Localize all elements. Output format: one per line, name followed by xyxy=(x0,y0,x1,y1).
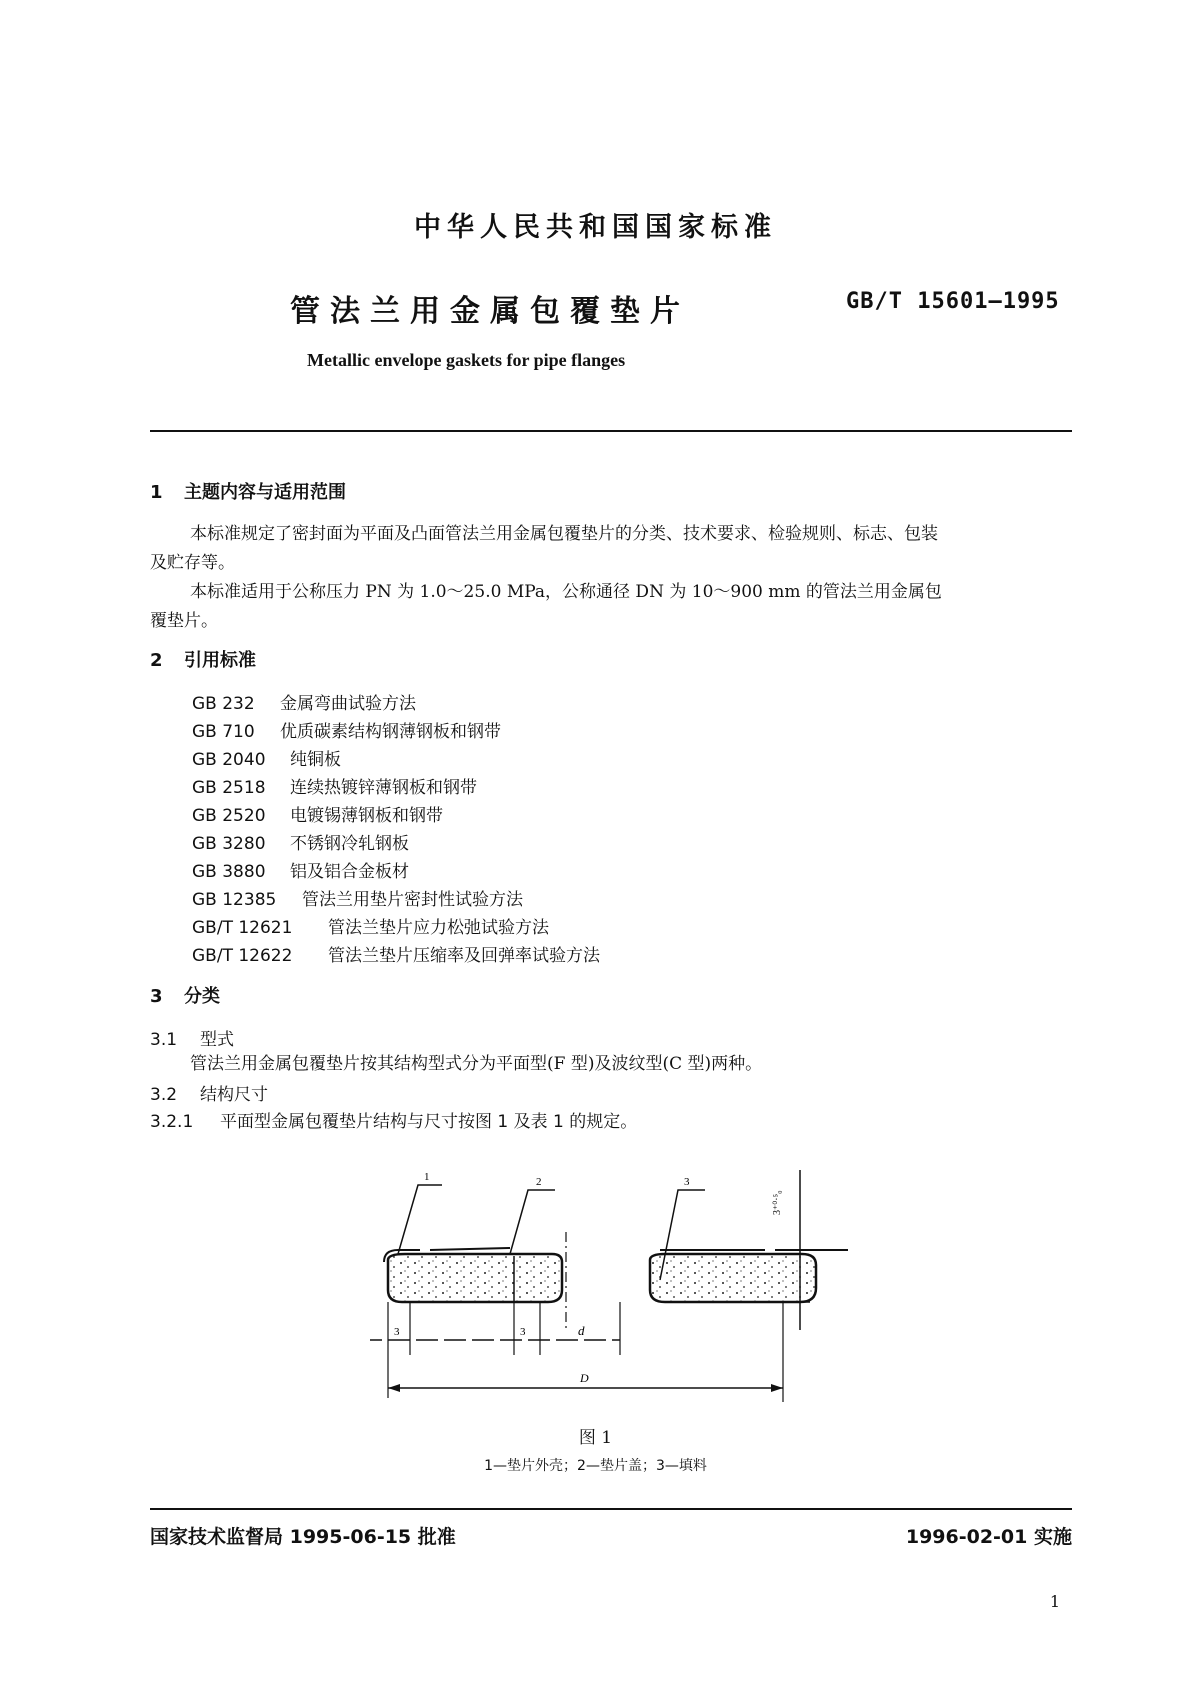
reference-item: GB 232 金属弯曲试验方法 xyxy=(192,694,416,714)
subsection-3-2: 3.2 结构尺寸 xyxy=(150,1085,268,1105)
reference-item: GB 3880 铝及铝合金板材 xyxy=(192,862,409,882)
callout-2 xyxy=(510,1176,555,1254)
document-title-cn: 管法兰用金属包覆垫片 xyxy=(290,294,690,329)
svg-text:3: 3 xyxy=(520,1326,526,1338)
implementation-date: 1996-02-01 实施 xyxy=(905,1526,1072,1548)
reference-item: GB 2040 纯铜板 xyxy=(192,750,341,770)
section-3-heading xyxy=(150,982,220,1008)
figure-legend: 1—垫片外壳；2—垫片盖；3—填料 xyxy=(484,1458,707,1474)
svg-text:d: d xyxy=(578,1323,585,1338)
s1-p1-line2: 及贮存等。 xyxy=(150,553,235,573)
section-number: 3 xyxy=(150,986,163,1007)
svg-text:3⁺⁰·⁵₀: 3⁺⁰·⁵₀ xyxy=(772,1190,783,1215)
s1-p2-line2: 覆垫片。 xyxy=(150,611,218,631)
callout-1 xyxy=(398,1171,442,1254)
section-title: 主题内容与适用范围 xyxy=(184,482,346,503)
s31-text: 管法兰用金属包覆垫片按其结构型式分为平面型(F 型)及波纹型(C 型)两种。 xyxy=(190,1054,763,1074)
section-1-heading xyxy=(150,478,346,504)
subsection-3-1: 3.1 型式 xyxy=(150,1030,234,1050)
section-title: 分类 xyxy=(184,986,220,1007)
approval-info: 国家技术监督局 1995-06-15 批准 xyxy=(150,1526,456,1548)
reference-item: GB 2518 连续热镀锌薄钢板和钢带 xyxy=(192,778,477,798)
svg-text:2: 2 xyxy=(536,1176,542,1188)
reference-item: GB/T 12622 管法兰垫片压缩率及回弹率试验方法 xyxy=(192,946,600,966)
width-dimensions xyxy=(370,1302,783,1402)
svg-text:D: D xyxy=(580,1371,589,1385)
left-gasket-section xyxy=(384,1248,562,1302)
svg-text:3: 3 xyxy=(394,1326,400,1338)
gasket-diagram xyxy=(370,1170,890,1410)
figure-caption: 图 1 xyxy=(578,1428,613,1448)
footer-rule xyxy=(150,1508,1072,1510)
header-rule xyxy=(150,430,1072,432)
section-number: 1 xyxy=(150,482,163,503)
section-title: 引用标准 xyxy=(184,650,256,671)
reference-item: GB 710 优质碳素结构钢薄钢板和钢带 xyxy=(192,722,501,742)
standard-number: GB/T 15601—1995 xyxy=(846,289,1060,314)
national-standard-heading: 中华人民共和国国家标准 xyxy=(414,212,777,243)
reference-item: GB 12385 管法兰用垫片密封性试验方法 xyxy=(192,890,523,910)
subsection-3-2-1: 3.2.1 平面型金属包覆垫片结构与尺寸按图 1 及表 1 的规定。 xyxy=(150,1112,638,1132)
reference-item: GB 3280 不锈钢冷轧钢板 xyxy=(192,834,409,854)
page-number: 1 xyxy=(1049,1592,1060,1611)
reference-item: GB 2520 电镀锡薄钢板和钢带 xyxy=(192,806,443,826)
section-number: 2 xyxy=(150,650,163,671)
s1-p1-line1: 本标准规定了密封面为平面及凸面管法兰用金属包覆垫片的分类、技术要求、检验规则、标志、包装 xyxy=(190,524,938,544)
svg-text:3: 3 xyxy=(684,1176,690,1188)
reference-item: GB/T 12621 管法兰垫片应力松弛试验方法 xyxy=(192,918,549,938)
right-gasket-section xyxy=(650,1250,848,1302)
svg-text:1: 1 xyxy=(424,1171,430,1183)
s1-p2-line1: 本标准适用于公称压力 PN 为 1.0～25.0 MPa，公称通径 DN 为 10～900 mm 的管法兰用金属包 xyxy=(190,582,942,602)
section-2-heading xyxy=(150,646,256,672)
document-title-en: Metallic envelope gaskets for pipe flanges xyxy=(307,350,626,370)
